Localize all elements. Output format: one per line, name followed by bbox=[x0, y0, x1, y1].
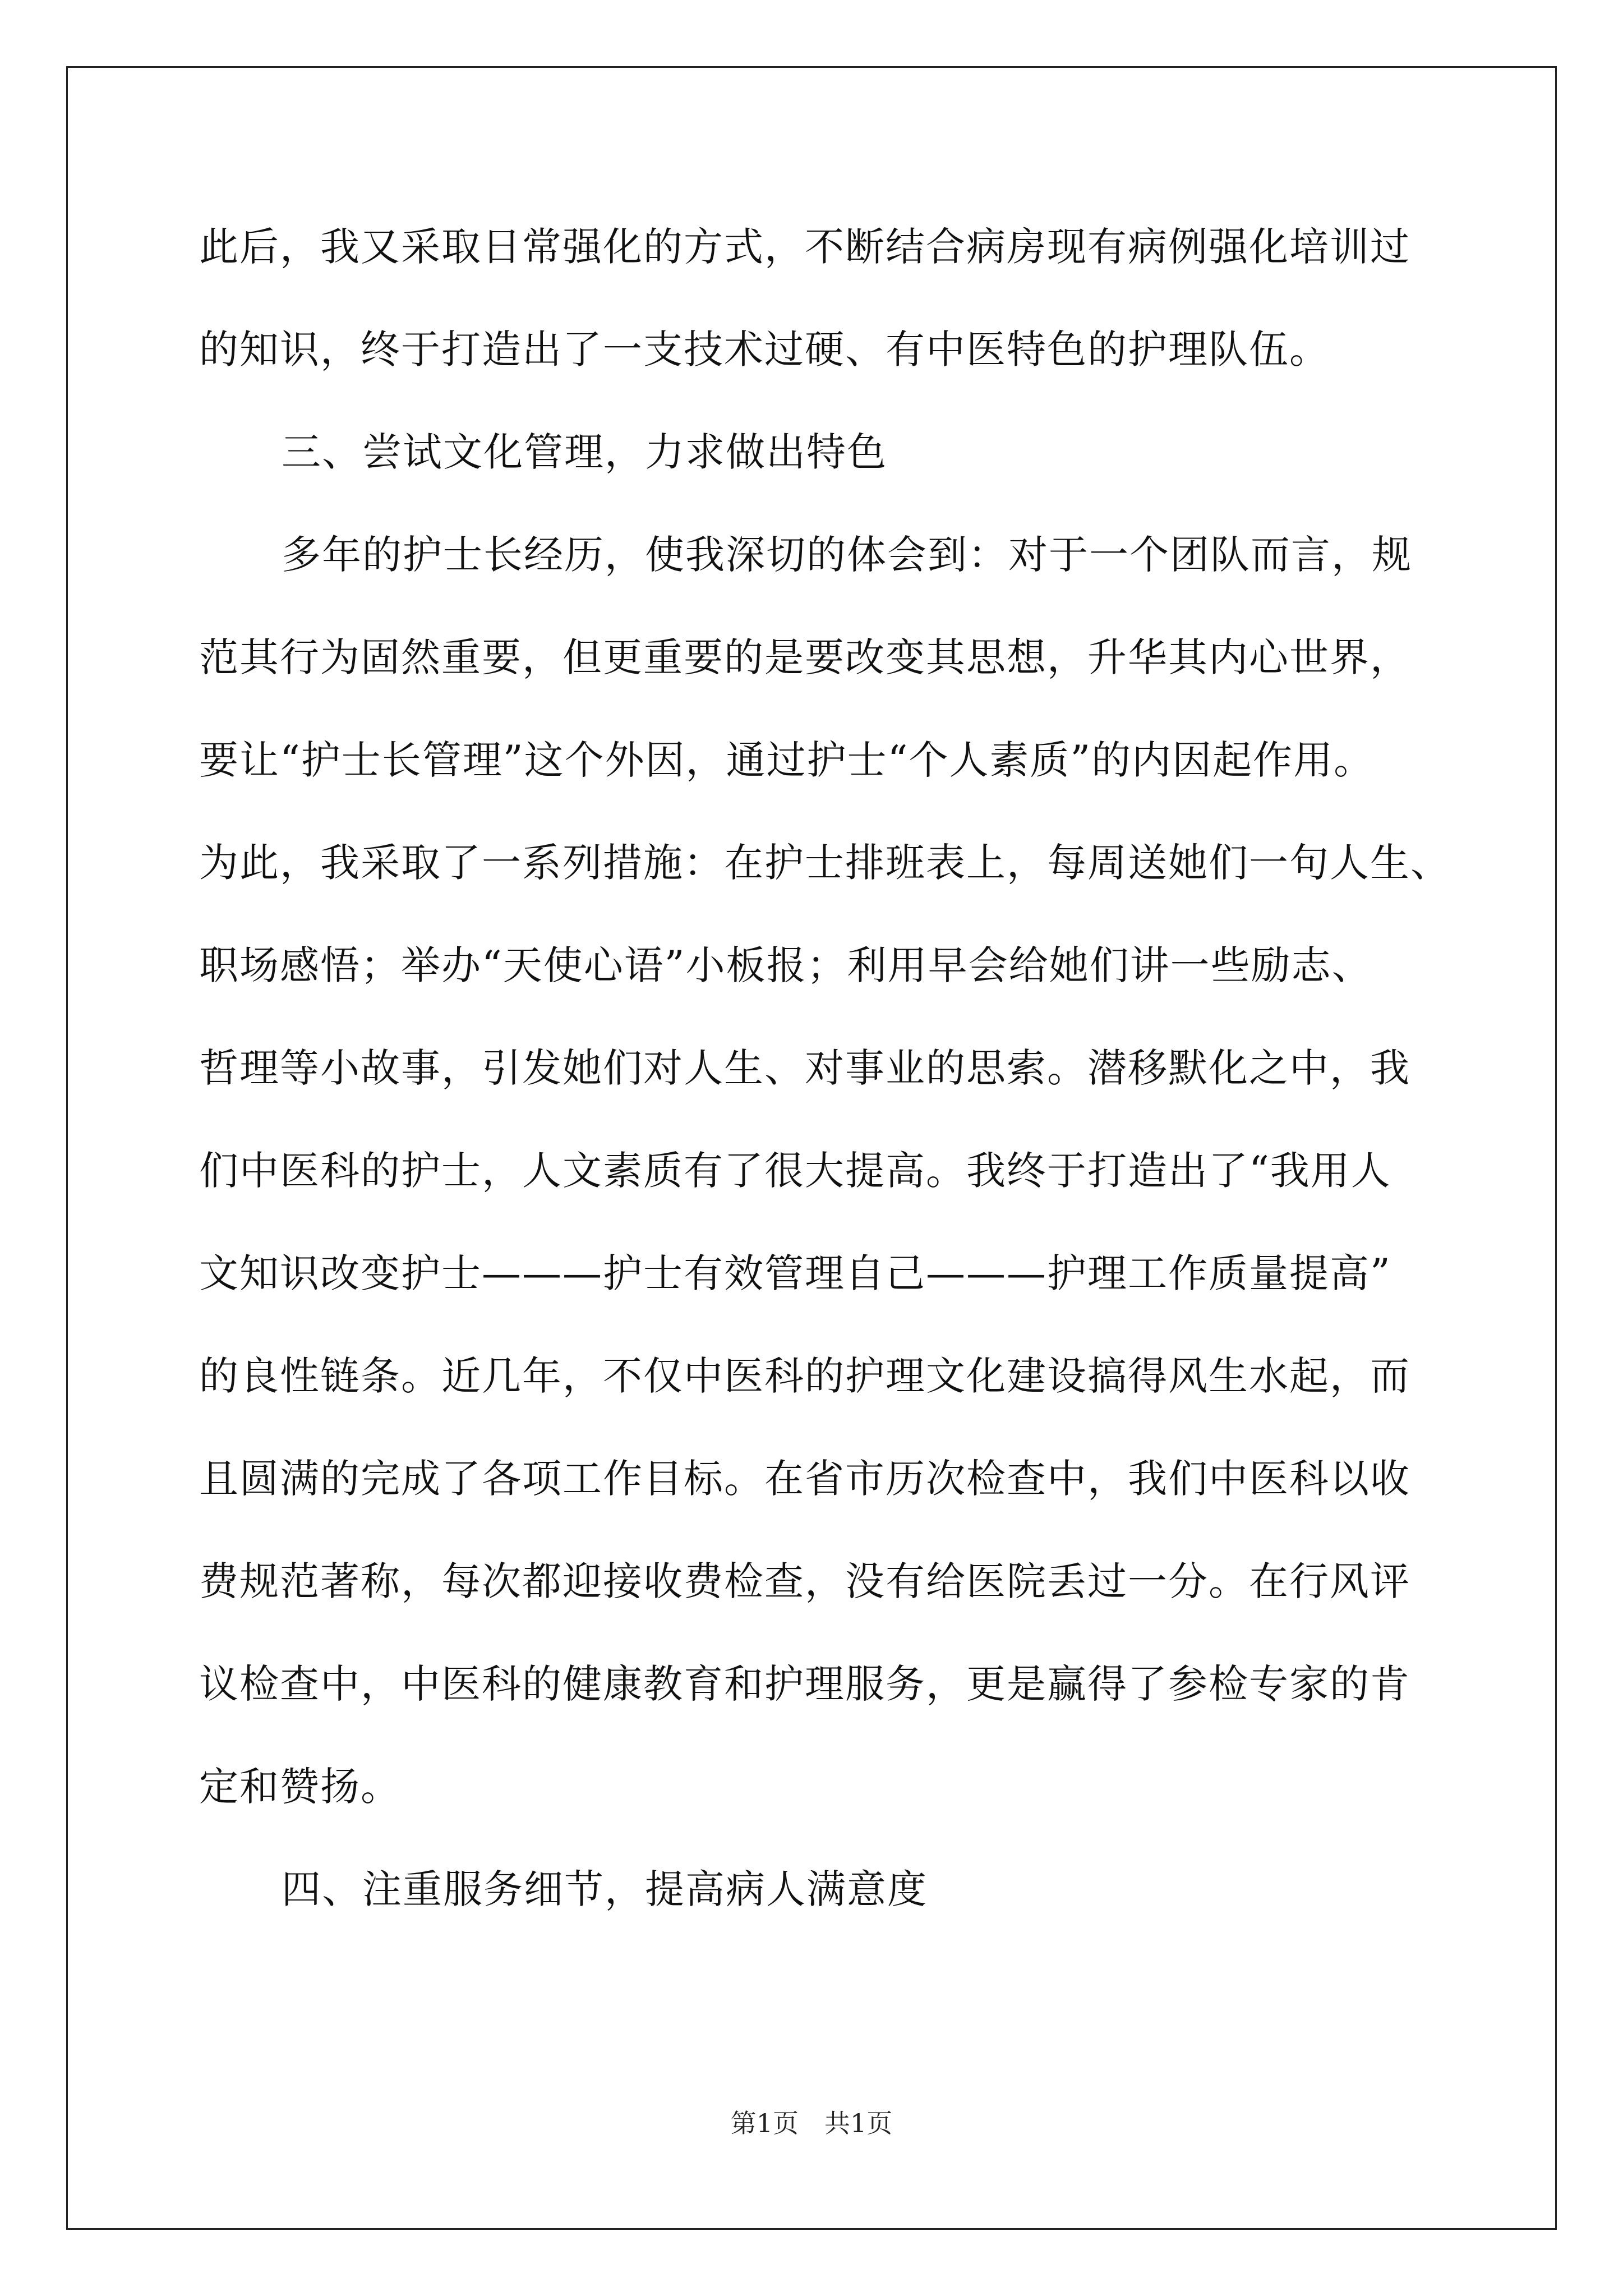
section-heading: 三、尝试文化管理，力求做出特色 bbox=[282, 429, 887, 475]
text-line: 文知识改变护士———护士有效管理自己———护理工作质量提高” bbox=[199, 1250, 1391, 1296]
text-line: 此后，我又采取日常强化的方式，不断结合病房现有病例强化培训过 bbox=[199, 224, 1410, 270]
text-line: 范其行为固然重要，但更重要的是要改变其思想，升华其内心世界， bbox=[199, 634, 1410, 680]
text-line: 费规范著称，每次都迎接收费检查，没有给医院丢过一分。在行风评 bbox=[199, 1558, 1410, 1604]
text-line: 议检查中，中医科的健康教育和护理服务，更是赢得了参检专家的肯 bbox=[199, 1661, 1410, 1707]
text-line: 的知识，终于打造出了一支技术过硬、有中医特色的护理队伍。 bbox=[199, 326, 1330, 372]
text-line: 要让“护士长管理”这个外因，通过护士“个人素质”的内因起作用。 bbox=[199, 737, 1375, 783]
text-line: 多年的护士长经历，使我深切的体会到：对于一个团队而言，规 bbox=[282, 532, 1412, 578]
text-line: 且圆满的完成了各项工作目标。在省市历次检查中，我们中医科以收 bbox=[199, 1456, 1410, 1502]
text-line: 们中医科的护士，人文素质有了很大提高。我终于打造出了“我用人 bbox=[199, 1148, 1391, 1194]
text-line: 定和赞扬。 bbox=[199, 1764, 401, 1810]
text-line: 的良性链条。近几年，不仅中医科的护理文化建设搞得风生水起，而 bbox=[199, 1353, 1410, 1399]
section-heading: 四、注重服务细节，提高病人满意度 bbox=[282, 1866, 928, 1912]
text-line: 职场感悟；举办“天使心语”小板报；利用早会给她们讲一些励志、 bbox=[199, 942, 1372, 988]
text-line: 为此，我采取了一系列措施：在护士排班表上，每周送她们一句人生、 bbox=[199, 840, 1451, 886]
text-line: 哲理等小故事，引发她们对人生、对事业的思索。潜移默化之中，我 bbox=[199, 1045, 1410, 1091]
page-number-footer: 第1页 共1页 bbox=[730, 2108, 893, 2138]
